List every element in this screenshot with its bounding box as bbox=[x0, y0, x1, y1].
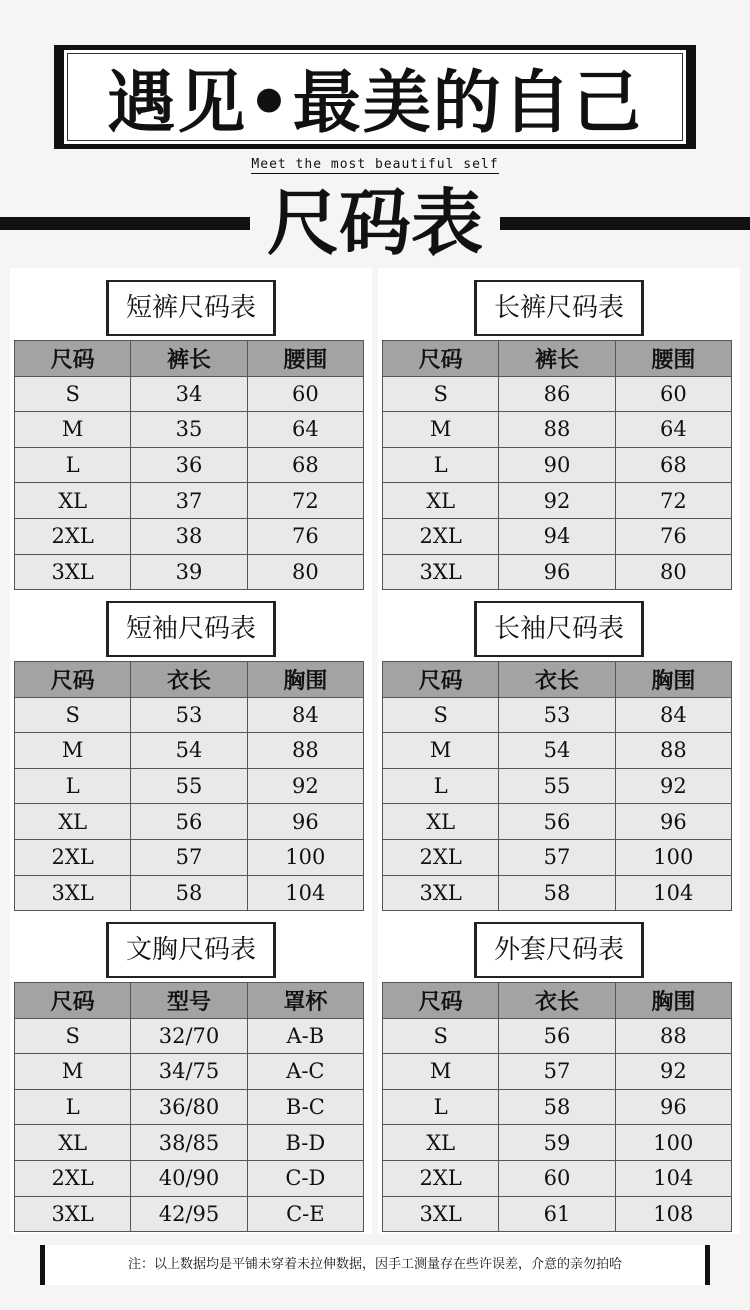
table-cell: 2XL bbox=[383, 518, 499, 554]
table-cell: 72 bbox=[615, 483, 731, 519]
table-cell: M bbox=[15, 412, 131, 448]
column-header: 胸围 bbox=[615, 662, 731, 698]
left-column bbox=[10, 268, 372, 1234]
table-cell: M bbox=[15, 733, 131, 769]
table-cell: C-D bbox=[247, 1160, 363, 1196]
table-cell: S bbox=[15, 697, 131, 733]
table-cell: 3XL bbox=[15, 1196, 131, 1232]
table-cell: 88 bbox=[247, 733, 363, 769]
table-row bbox=[15, 804, 364, 840]
slogan-banner bbox=[54, 45, 696, 149]
table-cell: S bbox=[383, 1018, 499, 1054]
table-cell: 38/85 bbox=[131, 1125, 247, 1161]
table-cell: 2XL bbox=[383, 839, 499, 875]
table-header-row bbox=[15, 983, 364, 1019]
table-cell: L bbox=[383, 1089, 499, 1125]
table-row bbox=[383, 804, 732, 840]
table-row bbox=[15, 1196, 364, 1232]
table-cell: A-C bbox=[247, 1054, 363, 1090]
table-cell: 100 bbox=[615, 839, 731, 875]
table-row bbox=[15, 1125, 364, 1161]
table-cell: 38 bbox=[131, 518, 247, 554]
table-cell: 80 bbox=[247, 554, 363, 590]
table-cell: 94 bbox=[499, 518, 615, 554]
table-cell: 72 bbox=[247, 483, 363, 519]
table-header-row bbox=[15, 662, 364, 698]
table-cell: 76 bbox=[247, 518, 363, 554]
table-row bbox=[15, 412, 364, 448]
table-cell: S bbox=[15, 376, 131, 412]
table-cell: 39 bbox=[131, 554, 247, 590]
measurement-note: 注：以上数据均是平铺未穿着未拉伸数据，因手工测量存在些许误差，介意的亲勿拍哈 bbox=[40, 1245, 710, 1285]
table-cell: 3XL bbox=[15, 875, 131, 911]
size-table bbox=[14, 982, 364, 1232]
table-cell: 86 bbox=[499, 376, 615, 412]
table-cell: B-C bbox=[247, 1089, 363, 1125]
table-cell: 58 bbox=[499, 1089, 615, 1125]
table-cell: 34 bbox=[131, 376, 247, 412]
table-row bbox=[15, 1018, 364, 1054]
column-header: 尺码 bbox=[15, 983, 131, 1019]
table-cell: B-D bbox=[247, 1125, 363, 1161]
column-header: 尺码 bbox=[15, 662, 131, 698]
table-cell: 61 bbox=[499, 1196, 615, 1232]
table-cell: 96 bbox=[499, 554, 615, 590]
table-cell: 60 bbox=[499, 1160, 615, 1196]
table-row bbox=[383, 1160, 732, 1196]
column-header: 裤长 bbox=[499, 341, 615, 377]
table-cell: 92 bbox=[499, 483, 615, 519]
table-cell: 104 bbox=[247, 875, 363, 911]
table-cell: 57 bbox=[499, 1054, 615, 1090]
table-cell: L bbox=[15, 1089, 131, 1125]
size-table bbox=[382, 661, 732, 911]
table-cell: L bbox=[15, 447, 131, 483]
table-cell: S bbox=[383, 697, 499, 733]
table-cell: 57 bbox=[499, 839, 615, 875]
table-cell: 3XL bbox=[383, 1196, 499, 1232]
table-row bbox=[383, 1054, 732, 1090]
table-row bbox=[383, 483, 732, 519]
table-cell: 54 bbox=[131, 733, 247, 769]
table-cell: 3XL bbox=[383, 875, 499, 911]
table-cell: 37 bbox=[131, 483, 247, 519]
size-section bbox=[378, 268, 740, 589]
table-row bbox=[383, 1089, 732, 1125]
table-cell: 3XL bbox=[383, 554, 499, 590]
table-cell: M bbox=[383, 412, 499, 448]
table-cell: 68 bbox=[247, 447, 363, 483]
table-cell: 90 bbox=[499, 447, 615, 483]
column-header: 衣长 bbox=[499, 662, 615, 698]
table-cell: 2XL bbox=[15, 1160, 131, 1196]
table-cell: L bbox=[383, 447, 499, 483]
size-table-title: 短裤尺码表 bbox=[106, 280, 276, 336]
table-cell: 60 bbox=[615, 376, 731, 412]
table-header-row bbox=[383, 983, 732, 1019]
table-header-row bbox=[383, 662, 732, 698]
table-row bbox=[15, 1054, 364, 1090]
table-cell: 34/75 bbox=[131, 1054, 247, 1090]
table-cell: 58 bbox=[131, 875, 247, 911]
subtitle-text: Meet the most beautiful self bbox=[251, 157, 499, 172]
table-header-row bbox=[15, 341, 364, 377]
size-table-title: 长袖尺码表 bbox=[474, 601, 644, 657]
table-row bbox=[383, 1196, 732, 1232]
table-row bbox=[383, 839, 732, 875]
column-header: 罩杯 bbox=[247, 983, 363, 1019]
table-row bbox=[15, 839, 364, 875]
table-cell: 84 bbox=[615, 697, 731, 733]
table-row bbox=[15, 518, 364, 554]
table-cell: 36/80 bbox=[131, 1089, 247, 1125]
table-cell: 68 bbox=[615, 447, 731, 483]
table-cell: 2XL bbox=[383, 1160, 499, 1196]
column-header: 尺码 bbox=[383, 341, 499, 377]
column-header: 腰围 bbox=[247, 341, 363, 377]
table-row bbox=[15, 875, 364, 911]
table-cell: 40/90 bbox=[131, 1160, 247, 1196]
table-cell: 60 bbox=[247, 376, 363, 412]
table-row bbox=[15, 697, 364, 733]
table-cell: 58 bbox=[499, 875, 615, 911]
table-cell: 57 bbox=[131, 839, 247, 875]
table-cell: 55 bbox=[131, 768, 247, 804]
table-row bbox=[15, 733, 364, 769]
table-cell: 36 bbox=[131, 447, 247, 483]
table-cell: 80 bbox=[615, 554, 731, 590]
size-table bbox=[382, 982, 732, 1232]
size-table bbox=[382, 340, 732, 590]
table-cell: 32/70 bbox=[131, 1018, 247, 1054]
table-row bbox=[383, 875, 732, 911]
table-cell: L bbox=[15, 768, 131, 804]
column-header: 尺码 bbox=[383, 662, 499, 698]
slogan-text: 遇见•最美的自己 bbox=[107, 63, 643, 143]
column-header: 衣长 bbox=[131, 662, 247, 698]
table-cell: 88 bbox=[615, 1018, 731, 1054]
table-row bbox=[383, 733, 732, 769]
table-cell: M bbox=[383, 1054, 499, 1090]
column-header: 胸围 bbox=[247, 662, 363, 698]
column-header: 尺码 bbox=[15, 341, 131, 377]
size-section bbox=[10, 268, 372, 589]
column-header: 衣长 bbox=[499, 983, 615, 1019]
table-row bbox=[15, 447, 364, 483]
table-cell: 96 bbox=[615, 804, 731, 840]
subtitle bbox=[0, 157, 750, 172]
table-cell: 84 bbox=[247, 697, 363, 733]
table-cell: M bbox=[15, 1054, 131, 1090]
table-cell: 35 bbox=[131, 412, 247, 448]
table-cell: 100 bbox=[615, 1125, 731, 1161]
table-cell: 3XL bbox=[15, 554, 131, 590]
table-cell: 92 bbox=[615, 1054, 731, 1090]
size-table-title: 长裤尺码表 bbox=[474, 280, 644, 336]
table-row bbox=[15, 483, 364, 519]
size-table bbox=[14, 661, 364, 911]
table-row bbox=[383, 447, 732, 483]
table-cell: 104 bbox=[615, 1160, 731, 1196]
column-header: 型号 bbox=[131, 983, 247, 1019]
size-table bbox=[14, 340, 364, 590]
page-title: 尺码表 bbox=[266, 181, 483, 265]
table-cell: XL bbox=[15, 1125, 131, 1161]
column-header: 裤长 bbox=[131, 341, 247, 377]
table-row bbox=[383, 1018, 732, 1054]
table-cell: C-E bbox=[247, 1196, 363, 1232]
table-row bbox=[383, 1125, 732, 1161]
table-cell: XL bbox=[15, 483, 131, 519]
size-section bbox=[378, 589, 740, 910]
table-cell: S bbox=[15, 1018, 131, 1054]
table-row bbox=[383, 554, 732, 590]
size-table-title: 外套尺码表 bbox=[474, 922, 644, 978]
table-cell: XL bbox=[383, 483, 499, 519]
table-row bbox=[15, 1160, 364, 1196]
table-row bbox=[15, 376, 364, 412]
table-cell: 92 bbox=[247, 768, 363, 804]
table-cell: XL bbox=[383, 1125, 499, 1161]
table-cell: A-B bbox=[247, 1018, 363, 1054]
table-cell: 55 bbox=[499, 768, 615, 804]
table-cell: 56 bbox=[131, 804, 247, 840]
table-row bbox=[383, 518, 732, 554]
table-cell: 56 bbox=[499, 804, 615, 840]
table-cell: XL bbox=[15, 804, 131, 840]
title-bar-right bbox=[500, 217, 750, 230]
size-table-title: 文胸尺码表 bbox=[106, 922, 276, 978]
size-section bbox=[10, 910, 372, 1231]
table-cell: XL bbox=[383, 804, 499, 840]
table-cell: 64 bbox=[615, 412, 731, 448]
table-cell: 42/95 bbox=[131, 1196, 247, 1232]
table-cell: 53 bbox=[499, 697, 615, 733]
table-row bbox=[15, 1089, 364, 1125]
column-header: 胸围 bbox=[615, 983, 731, 1019]
title-bar-left bbox=[0, 217, 250, 230]
table-cell: 100 bbox=[247, 839, 363, 875]
size-section bbox=[378, 910, 740, 1231]
table-cell: 2XL bbox=[15, 518, 131, 554]
table-cell: 88 bbox=[499, 412, 615, 448]
table-header-row bbox=[383, 341, 732, 377]
table-row bbox=[383, 768, 732, 804]
table-cell: L bbox=[383, 768, 499, 804]
table-cell: 2XL bbox=[15, 839, 131, 875]
table-cell: 53 bbox=[131, 697, 247, 733]
column-header: 腰围 bbox=[615, 341, 731, 377]
table-row bbox=[383, 697, 732, 733]
table-row bbox=[383, 376, 732, 412]
table-cell: 96 bbox=[615, 1089, 731, 1125]
size-section bbox=[10, 589, 372, 910]
table-cell: 56 bbox=[499, 1018, 615, 1054]
table-cell: 92 bbox=[615, 768, 731, 804]
right-column bbox=[378, 268, 740, 1234]
table-row bbox=[383, 412, 732, 448]
table-cell: S bbox=[383, 376, 499, 412]
table-row bbox=[15, 768, 364, 804]
table-cell: 96 bbox=[247, 804, 363, 840]
table-cell: 88 bbox=[615, 733, 731, 769]
table-row bbox=[15, 554, 364, 590]
table-cell: 64 bbox=[247, 412, 363, 448]
table-cell: 59 bbox=[499, 1125, 615, 1161]
size-table-title: 短袖尺码表 bbox=[106, 601, 276, 657]
table-cell: 108 bbox=[615, 1196, 731, 1232]
table-cell: 54 bbox=[499, 733, 615, 769]
table-cell: 76 bbox=[615, 518, 731, 554]
table-cell: M bbox=[383, 733, 499, 769]
column-header: 尺码 bbox=[383, 983, 499, 1019]
table-cell: 104 bbox=[615, 875, 731, 911]
